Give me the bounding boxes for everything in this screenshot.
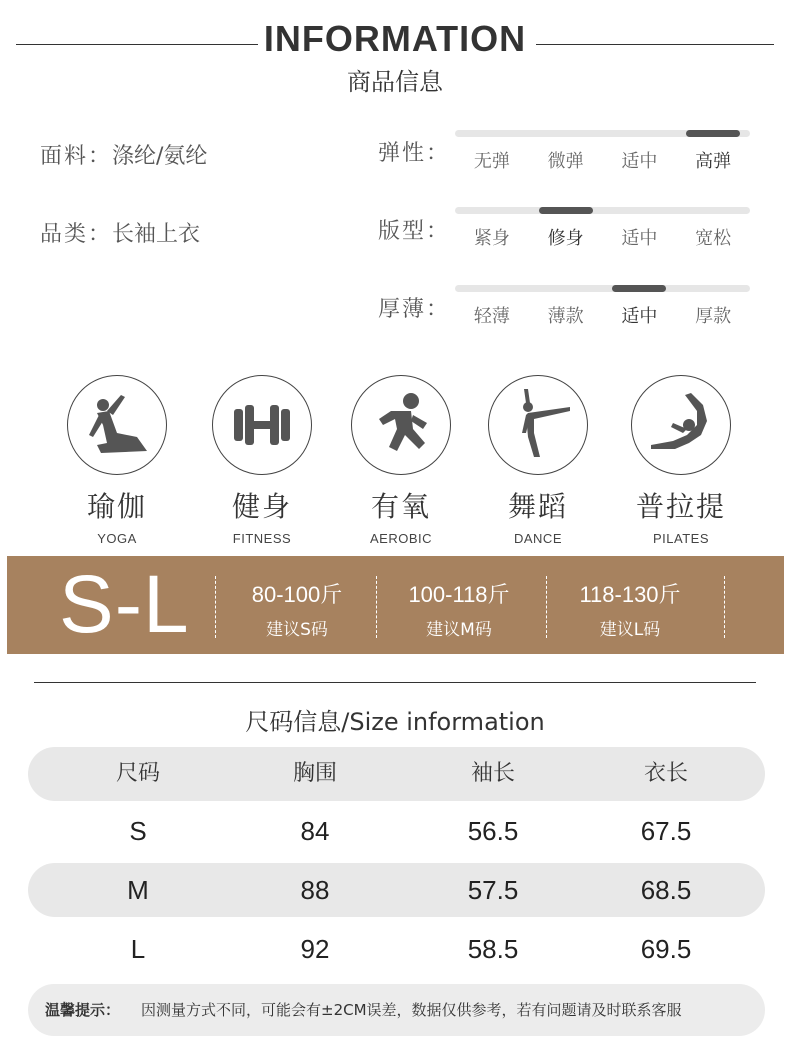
table-cell: 88 <box>300 875 330 905</box>
fabric-value: 涤纶/氨纶 <box>112 144 208 169</box>
weight-range: 80-100斤 <box>251 582 343 607</box>
activity-yoga <box>57 375 177 546</box>
weight-range: 118-130斤 <box>579 582 681 607</box>
note-label: 温馨提示： <box>45 1001 121 1019</box>
fabric-spec <box>40 139 207 170</box>
scale-options <box>455 224 750 250</box>
category-label: 品类： <box>40 222 113 247</box>
table-row <box>28 863 765 917</box>
table-cell: 67.5 <box>640 816 692 846</box>
scale-track <box>455 285 750 292</box>
size-suggestion <box>550 578 710 640</box>
section-divider <box>34 682 756 683</box>
scale-option: 轻薄 <box>473 306 510 327</box>
category-spec <box>40 217 200 248</box>
table-cell: 58.5 <box>467 934 519 964</box>
scale-label: 厚薄： <box>378 297 451 322</box>
table-cell: L <box>130 934 146 964</box>
column-header: 袖长 <box>470 761 515 786</box>
size-advice: 建议M码 <box>426 620 492 640</box>
measurement-note <box>28 984 765 1036</box>
activity-name-en: DANCE <box>513 531 562 546</box>
column-header: 衣长 <box>643 761 688 786</box>
activity-name: 健身 <box>231 490 292 523</box>
table-cell: M <box>127 875 149 905</box>
yoga-pose-icon <box>67 375 167 475</box>
activity-name-en: FITNESS <box>232 531 292 546</box>
table-cell: 57.5 <box>467 875 519 905</box>
activity-name: 舞蹈 <box>507 490 568 523</box>
scale-option: 紧身 <box>473 228 510 249</box>
size-suggestion <box>217 578 377 640</box>
size-banner <box>7 556 784 654</box>
note-text: 因测量方式不同，可能会有±2CM误差，数据仅供参考，若有问题请及时联系客服 <box>141 1001 682 1019</box>
scale-option: 厚款 <box>695 306 732 327</box>
table-cell: 68.5 <box>640 875 692 905</box>
banner-divider <box>215 576 216 638</box>
scale-track <box>455 130 750 137</box>
size-table-title: 尺码信息/Size information <box>245 708 545 736</box>
scale-indicator <box>539 207 593 214</box>
table-row <box>28 922 765 976</box>
activity-name: 瑜伽 <box>86 490 147 523</box>
scale-option-selected: 修身 <box>547 228 584 249</box>
activity-fitness <box>202 375 322 546</box>
column-header: 尺码 <box>115 761 160 786</box>
activity-name-en: YOGA <box>97 531 137 546</box>
scale-option: 薄款 <box>547 306 584 327</box>
scale-label: 弹性： <box>378 141 451 166</box>
table-cell: 92 <box>300 934 330 964</box>
size-advice: 建议S码 <box>266 620 328 640</box>
activity-name-en: PILATES <box>652 531 709 546</box>
weight-range: 100-118斤 <box>408 582 510 607</box>
pilates-pose-icon <box>631 375 731 475</box>
size-range: S-L <box>59 559 190 650</box>
scale-indicator <box>612 285 666 292</box>
scale-option: 微弹 <box>547 151 584 172</box>
column-header: 胸围 <box>292 761 337 786</box>
scale-indicator <box>686 130 740 137</box>
running-icon <box>351 375 451 475</box>
table-cell: 84 <box>300 816 330 846</box>
banner-divider <box>376 576 377 638</box>
size-advice: 建议L码 <box>599 620 661 640</box>
scale-option: 适中 <box>621 228 658 249</box>
table-row <box>28 804 765 858</box>
scale-options <box>455 147 750 173</box>
scale-option: 宽松 <box>695 228 732 249</box>
activity-name: 普拉提 <box>635 490 726 523</box>
activity-pilates <box>621 375 741 546</box>
activity-name: 有氧 <box>370 490 431 523</box>
scale-option: 适中 <box>621 151 658 172</box>
activity-dance <box>478 375 598 546</box>
scale-track <box>455 207 750 214</box>
page-subtitle: 商品信息 <box>347 68 443 96</box>
table-cell: S <box>129 816 147 846</box>
activity-name-en: AEROBIC <box>369 531 432 546</box>
page-title: INFORMATION <box>263 18 527 59</box>
category-value: 长袖上衣 <box>112 222 201 247</box>
activity-aerobic <box>341 375 461 546</box>
scale-option-selected: 高弹 <box>695 151 732 172</box>
size-suggestion <box>379 578 539 640</box>
scale-option: 无弹 <box>473 151 510 172</box>
table-cell: 69.5 <box>640 934 692 964</box>
banner-divider <box>546 576 547 638</box>
banner-divider <box>724 576 725 638</box>
scale-options <box>455 302 750 328</box>
scale-option-selected: 适中 <box>621 306 658 327</box>
size-table-header <box>28 747 765 801</box>
scale-label: 版型： <box>378 219 451 244</box>
fabric-label: 面料： <box>40 144 113 169</box>
dumbbell-icon <box>212 375 312 475</box>
dancer-icon <box>488 375 588 475</box>
table-cell: 56.5 <box>467 816 519 846</box>
